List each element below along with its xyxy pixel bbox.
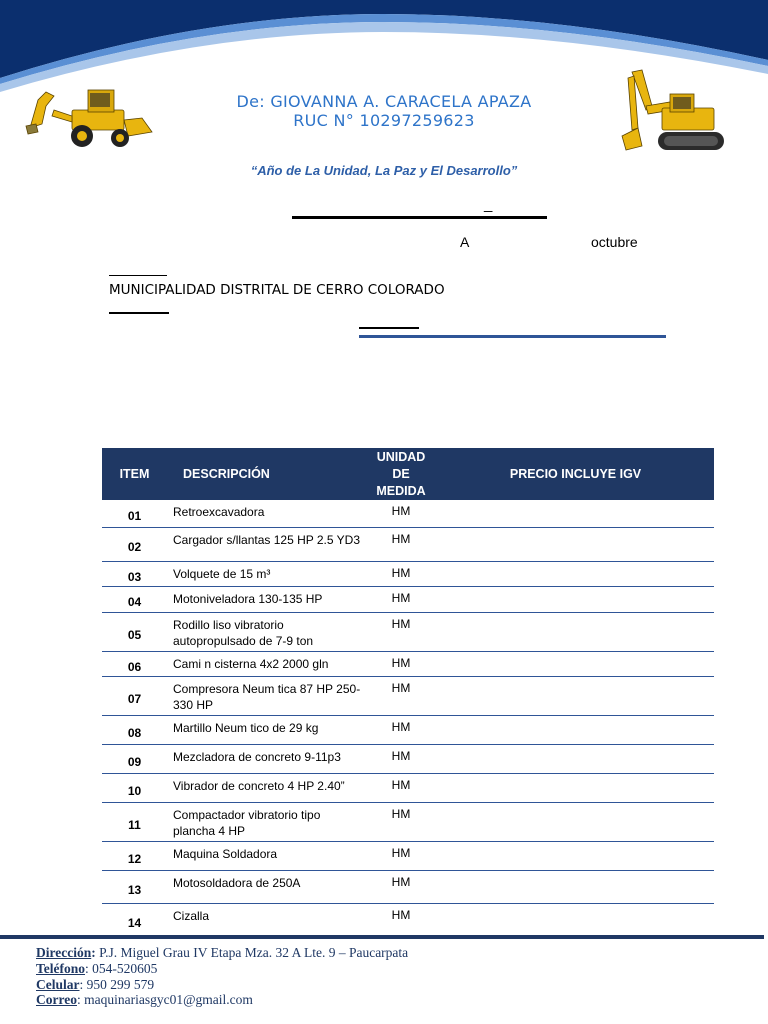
description-cell: Compresora Neum tica 87 HP 250-330 HP <box>167 676 365 715</box>
unit-cell: HM <box>365 773 437 802</box>
table-header-row <box>102 448 714 500</box>
unit-cell: HM <box>365 561 437 586</box>
email-label: Correo <box>36 992 77 1008</box>
description-cell: Mezcladora de concreto 9-11p3 <box>167 744 365 773</box>
description-cell: Vibrador de concreto 4 HP 2.40” <box>167 773 365 802</box>
unit-cell: HM <box>365 870 437 903</box>
phone-line: Teléfono: 054-520605 <box>36 960 158 976</box>
address-value: P.J. Miguel Grau IV Etapa Mza. 32 A Lte. 9 – Paucarpata <box>99 945 409 960</box>
item-cell: 05 <box>102 612 167 651</box>
item-cell: 01 <box>102 500 167 527</box>
table-row <box>102 903 714 936</box>
email-value: maquinariasgyc01@gmail.com <box>84 992 253 1008</box>
item-cell: 03 <box>102 561 167 586</box>
contact-block <box>36 945 408 1008</box>
header-price: PRECIO INCLUYE IGV <box>437 448 714 500</box>
item-cell: 12 <box>102 841 167 870</box>
salutation-line <box>109 275 167 276</box>
header-unit: UNIDAD DE MEDIDA <box>365 448 437 500</box>
ruc-number: RUC N° 10297259623 <box>293 111 475 130</box>
subject-line <box>359 327 419 329</box>
subject-bar <box>359 335 666 338</box>
price-cell <box>437 715 714 744</box>
description-cell: Cizalla <box>167 903 365 936</box>
item-cell: 13 <box>102 870 167 903</box>
price-cell <box>437 773 714 802</box>
item-cell: 09 <box>102 744 167 773</box>
year-motto: “Año de La Unidad, La Paz y El Desarrollo” <box>250 163 518 178</box>
description-cell: Compactador vibratorio tipo plancha 4 HP <box>167 802 365 841</box>
table-row <box>102 561 714 586</box>
date-prefix: A <box>460 234 470 250</box>
title-dash: _ <box>484 196 493 213</box>
item-cell: 07 <box>102 676 167 715</box>
description-cell: Motoniveladora 130-135 HP <box>167 586 365 612</box>
price-cell <box>437 527 714 561</box>
description-cell: Martillo Neum tico de 29 kg <box>167 715 365 744</box>
table-row <box>102 527 714 561</box>
description-cell: Maquina Soldadora <box>167 841 365 870</box>
header-item: ITEM <box>102 448 167 500</box>
address-line: Dirección: P.J. Miguel Grau IV Etapa Mza. 32 A Lte. 9 – Paucarpata <box>36 945 409 960</box>
table-row <box>102 676 714 715</box>
item-cell: 08 <box>102 715 167 744</box>
unit-cell: HM <box>365 802 437 841</box>
description-cell: Motosoldadora de 250A <box>167 870 365 903</box>
title-underline <box>292 216 547 219</box>
unit-cell: HM <box>365 903 437 936</box>
item-cell: 02 <box>102 527 167 561</box>
mobile-value: 950 299 579 <box>86 976 155 992</box>
price-table <box>102 448 714 937</box>
table-row <box>102 651 714 676</box>
table-row <box>102 802 714 841</box>
header-description: DESCRIPCIÓN <box>167 448 365 500</box>
table-row <box>102 715 714 744</box>
mobile-line: Celular: 950 299 579 <box>36 976 155 992</box>
unit-cell: HM <box>365 612 437 651</box>
email-line: Correo: maquinariasgyc01@gmail.com <box>36 992 253 1008</box>
price-cell <box>437 802 714 841</box>
item-cell: 10 <box>102 773 167 802</box>
unit-cell: HM <box>365 744 437 773</box>
table-row <box>102 500 714 527</box>
price-cell <box>437 841 714 870</box>
price-cell <box>437 744 714 773</box>
phone-value: 054-520605 <box>92 960 158 976</box>
table-row <box>102 586 714 612</box>
description-cell: Cami n cisterna 4x2 2000 gln <box>167 651 365 676</box>
description-cell: Rodillo liso vibratorio autopropulsado de 7-9 ton <box>167 612 365 651</box>
price-cell <box>437 561 714 586</box>
phone-label: Teléfono <box>36 960 86 976</box>
price-cell <box>437 651 714 676</box>
address-label: Dirección <box>36 945 92 960</box>
description-cell: Volquete de 15 m³ <box>167 561 365 586</box>
footer-divider <box>0 935 764 939</box>
item-cell: 04 <box>102 586 167 612</box>
date-month: octubre <box>591 234 638 250</box>
unit-cell: HM <box>365 715 437 744</box>
description-cell: Cargador s/llantas 125 HP 2.5 YD3 <box>167 527 365 561</box>
recipient: MUNICIPALIDAD DISTRITAL DE CERRO COLORADO <box>109 282 445 298</box>
table-row <box>102 841 714 870</box>
unit-cell: HM <box>365 500 437 527</box>
price-cell <box>437 676 714 715</box>
table-row <box>102 870 714 903</box>
unit-cell: HM <box>365 651 437 676</box>
sender-name: De: GIOVANNA A. CARACELA APAZA <box>236 92 532 111</box>
recipient-underline <box>109 312 169 314</box>
price-cell <box>437 500 714 527</box>
price-cell <box>437 586 714 612</box>
unit-cell: HM <box>365 676 437 715</box>
unit-cell: HM <box>365 527 437 561</box>
price-cell <box>437 903 714 936</box>
price-cell <box>437 612 714 651</box>
item-cell: 14 <box>102 903 167 936</box>
table-row <box>102 773 714 802</box>
mobile-label: Celular <box>36 976 80 992</box>
item-cell: 06 <box>102 651 167 676</box>
item-cell: 11 <box>102 802 167 841</box>
table-row <box>102 744 714 773</box>
table-row <box>102 612 714 651</box>
price-cell <box>437 870 714 903</box>
unit-cell: HM <box>365 841 437 870</box>
description-cell: Retroexcavadora <box>167 500 365 527</box>
unit-cell: HM <box>365 586 437 612</box>
